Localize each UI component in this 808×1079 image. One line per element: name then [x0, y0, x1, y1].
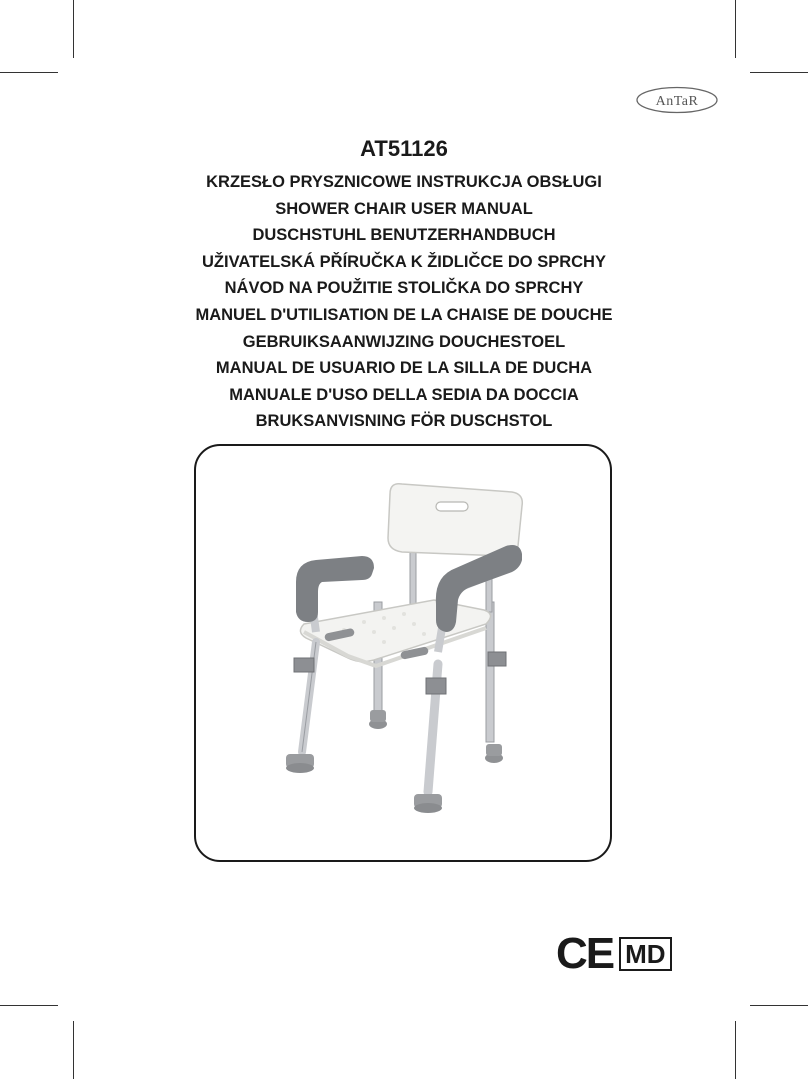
title-line-cz: UŽIVATELSKÁ PŘÍRUČKA K ŽIDLIČCE DO SPRCHY: [202, 252, 606, 271]
crop-mark-bottom-left: [73, 1021, 74, 1079]
logo-text: AnTaR: [655, 94, 699, 109]
brand-logo: [636, 86, 718, 114]
crop-mark-top-left-h: [0, 72, 58, 73]
crop-mark-bottom-left-h: [0, 1005, 58, 1006]
title-block: [0, 136, 808, 435]
title-line-it: MANUALE D'USO DELLA SEDIA DA DOCCIA: [229, 385, 579, 404]
title-line-en: SHOWER CHAIR USER MANUAL: [275, 199, 533, 218]
title-line-de: DUSCHSTUHL BENUTZERHANDBUCH: [252, 226, 556, 245]
crop-mark-top-right: [735, 0, 736, 58]
product-image-frame: [194, 444, 612, 862]
crop-mark-bottom-right-h: [750, 1005, 808, 1006]
title-line-pl: KRZESŁO PRYSZNICOWE INSTRUKCJA OBSŁUGI: [206, 173, 602, 191]
title-line-sk: NÁVOD NA POUŽITIE STOLIČKA DO SPRCHY: [224, 279, 584, 298]
model-number: AT51126: [360, 136, 448, 161]
title-line-nl: GEBRUIKSAANWIJZING DOUCHESTOEL: [242, 332, 566, 351]
crop-mark-top-left: [73, 0, 74, 58]
title-line-se: BRUKSANVISNING FÖR DUSCHSTOL: [255, 412, 553, 431]
crop-mark-bottom-right: [735, 1021, 736, 1079]
title-line-fr: MANUEL D'UTILISATION DE LA CHAISE DE DOUCHE: [195, 305, 613, 324]
crop-mark-top-right-h: [750, 72, 808, 73]
shower-chair-icon: [224, 482, 584, 822]
title-line-es: MANUAL DE USUARIO DE LA SILLA DE DUCHA: [215, 359, 593, 378]
certification-marks: [556, 929, 672, 978]
ce-mark: CE: [556, 929, 614, 978]
md-mark: MD: [619, 937, 671, 971]
